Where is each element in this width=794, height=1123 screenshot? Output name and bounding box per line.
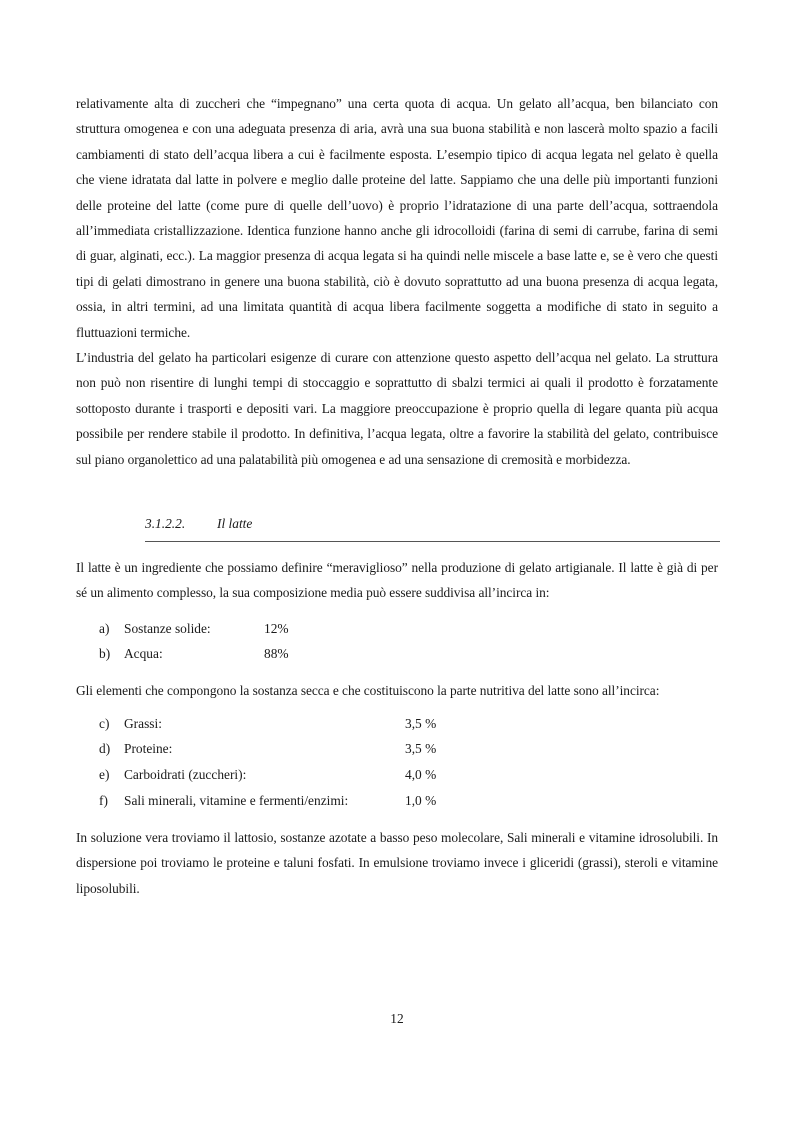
list-item-label: Sali minerali, vitamine e fermenti/enzimi: <box>124 793 349 808</box>
list-item-value: 12% <box>264 621 289 636</box>
list-item-label: Carboidrati (zuccheri): <box>124 767 247 782</box>
list-item-value: 1,0 % <box>405 793 437 808</box>
section-heading <box>145 513 720 542</box>
list-item-value: 88% <box>264 646 289 661</box>
paragraph-solution-dispersion: In soluzione vera troviamo il lattosio, sostanze azotate a basso peso molecolare, Sali minerali e vitamine idrosolubili. In dispersione poi troviamo le proteine e taluni fosfati. In emulsione troviamo invece i gliceridi (grassi), steroli e vitamine liposolubili. <box>76 830 718 896</box>
paragraph-bound-water: relativamente alta di zuccheri che “impegnano” una certa quota di acqua. Un gelato all’acqua, ben bilanciato con struttura omogenea e con una adeguata presenza di aria, avrà una sua buona stabilità e non lascerà molto spazio a facili cambiamenti di stato dell’acqua libera a cui è facilmente esposta. L’esempio tipico di acqua legata nel gelato è quella che viene idratata dal latte in polvere e meglio dalle proteine del latte. Sappiamo che una delle più importanti funzioni delle proteine del latte (come pure di quelle dell’uovo) è proprio l’idratazione di una parte dell’acqua, sottraendola all’immediata cristallizzazione. Identica funzione hanno anche gli idrocolloidi (farina di semi di carrube, farina di semi di guar, alginati, ecc.). La maggior presenza di acqua legata si ha quindi nelle miscele a base latte e, se è vero che questi tipi di gelati dimostrano in genere una buona stabilità, ciò è dovuto soprattutto ad una buona presenza di acqua legata, ossia, in altri termini, ad una limitata quantità di acqua libera facilmente soggetta a modifiche di stato in seguito a fluttuazioni termiche. <box>76 96 718 340</box>
page-number: 12 <box>390 1011 404 1026</box>
list-item-label: Grassi: <box>124 716 162 731</box>
section-number: 3.1.2.2. <box>145 516 186 531</box>
list-item-value: 4,0 % <box>405 767 437 782</box>
paragraph-industry: L’industria del gelato ha particolari esigenze di curare con attenzione questo aspetto dell’acqua nel gelato. La struttura non può non risentire di lunghi tempi di stoccaggio e soprattutto di sbalzi termici ai quali il prodotto è forzatamente sottoposto durante i trasporti e depositi vari. La maggiore preoccupazione è proprio quella di legare quanta più acqua possibile per rendere stabile il prodotto. In definitiva, l’acqua legata, oltre a favorire la stabilità del gelato, contribuisce sul piano organolettico ad una palatabilità più omogenea e ad una sensazione di cremosità e morbidezza. <box>76 350 718 467</box>
list-item-letter: c) <box>99 716 110 731</box>
list-item-letter: b) <box>99 646 111 661</box>
list-item-label: Sostanze solide: <box>124 621 211 636</box>
list-item-letter: e) <box>99 767 110 782</box>
list-item-value: 3,5 % <box>405 716 437 731</box>
paragraph-milk-intro: Il latte è un ingrediente che possiamo definire “meraviglioso” nella produzione di gelato artigianale. Il latte è già di per sé un alimento complesso, la sua composizione media può essere suddivisa all’incirca in: <box>76 560 718 601</box>
list-item-letter: a) <box>99 621 110 636</box>
list-item-label: Proteine: <box>124 741 173 756</box>
list-item-letter: f) <box>99 793 108 808</box>
paragraph-dry-matter: Gli elementi che compongono la sostanza secca e che costituiscono la parte nutritiva del latte sono all’incirca: <box>76 683 660 698</box>
list-item-label: Acqua: <box>124 646 163 661</box>
section-title: Il latte <box>217 516 253 531</box>
list-item-letter: d) <box>99 741 111 756</box>
list-item-value: 3,5 % <box>405 741 437 756</box>
